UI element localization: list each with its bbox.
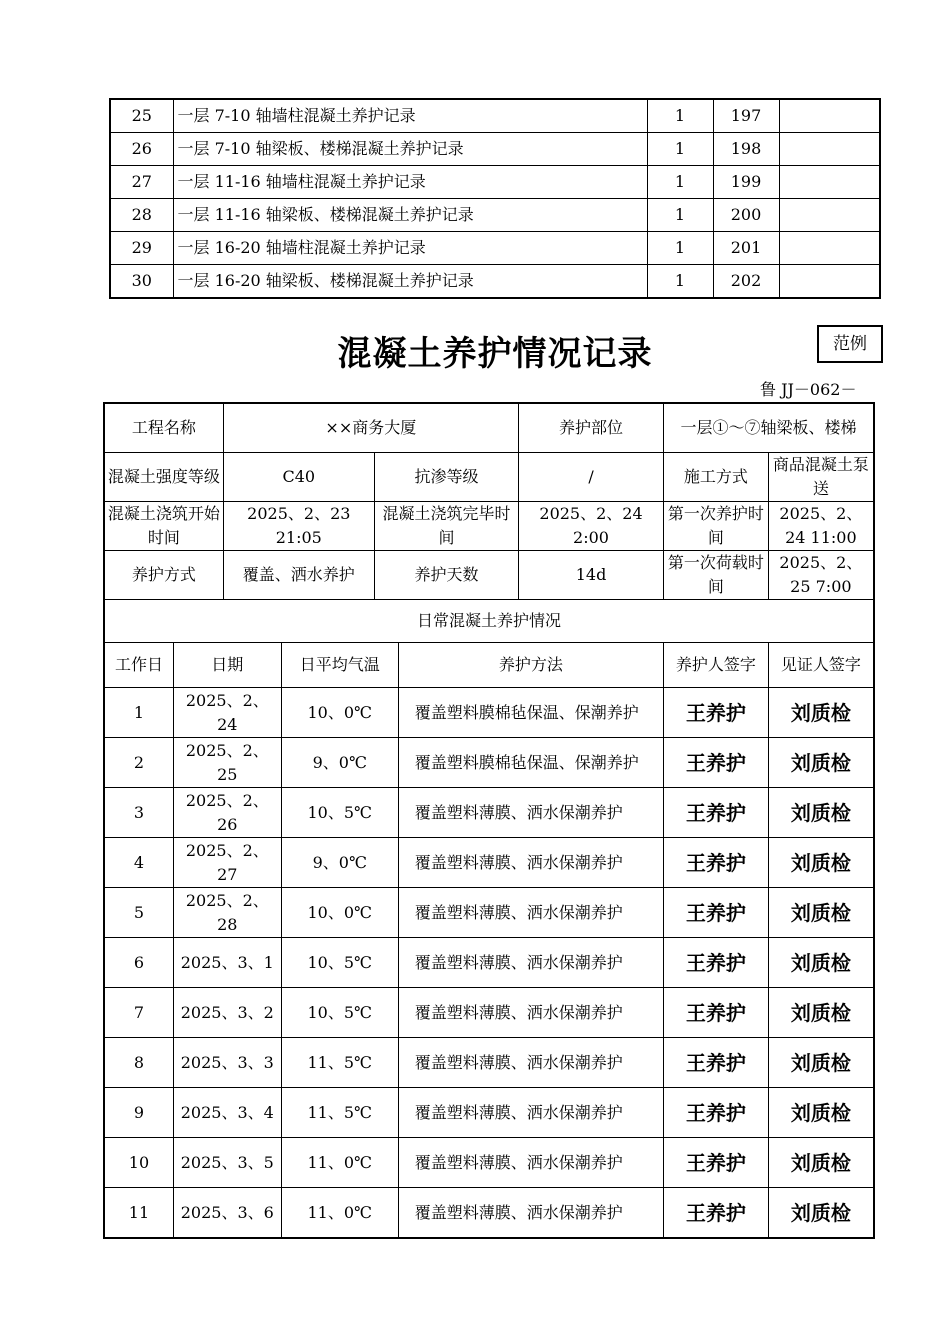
workday-cell: 2 (104, 738, 173, 788)
curer-signature: 王养护 (664, 1088, 769, 1138)
info-row-2 (104, 453, 874, 502)
first-curing-value: 2025、2、24 11:00 (768, 502, 874, 551)
curing-record-form (103, 402, 875, 1239)
method-cell: 覆盖塑料薄膜、洒水保潮养护 (398, 838, 663, 888)
witness-signature: 刘质检 (768, 1188, 874, 1239)
temperature-cell: 9、0℃ (281, 738, 398, 788)
witness-signature: 刘质检 (768, 988, 874, 1038)
temperature-cell: 11、5℃ (281, 1088, 398, 1138)
form-code: 鲁 JJ－062－ (760, 380, 857, 399)
method-cell: 覆盖塑料膜棉毡保温、保潮养护 (398, 688, 663, 738)
index-remark (779, 166, 880, 199)
method-cell: 覆盖塑料薄膜、洒水保潮养护 (398, 888, 663, 938)
project-name-label: 工程名称 (104, 403, 223, 453)
impermeability-value: / (518, 453, 663, 502)
index-name: 一层 16-20 轴墙柱混凝土养护记录 (173, 232, 647, 265)
curer-signature: 王养护 (664, 838, 769, 888)
table-row (104, 1188, 874, 1239)
date-cell: 2025、3、4 (173, 1088, 281, 1138)
temperature-cell: 10、5℃ (281, 788, 398, 838)
date-cell: 2025、2、27 (173, 838, 281, 888)
curer-signature: 王养护 (664, 1138, 769, 1188)
index-page: 199 (713, 166, 779, 199)
method-cell: 覆盖塑料薄膜、洒水保潮养护 (398, 788, 663, 838)
temperature-cell: 10、0℃ (281, 888, 398, 938)
workday-cell: 7 (104, 988, 173, 1038)
witness-signature: 刘质检 (768, 738, 874, 788)
curing-method-value: 覆盖、洒水养护 (223, 551, 374, 600)
curer-signature: 王养护 (664, 738, 769, 788)
workday-cell: 1 (104, 688, 173, 738)
temperature-cell: 9、0℃ (281, 838, 398, 888)
index-qty: 1 (647, 232, 713, 265)
header-curer: 养护人签字 (664, 643, 769, 688)
temperature-cell: 11、5℃ (281, 1038, 398, 1088)
curer-signature: 王养护 (664, 788, 769, 838)
curer-signature: 王养护 (664, 1038, 769, 1088)
curer-signature: 王养护 (664, 1188, 769, 1239)
info-row-4 (104, 551, 874, 600)
index-qty: 1 (647, 133, 713, 166)
index-no: 26 (110, 133, 173, 166)
index-name: 一层 11-16 轴梁板、楼梯混凝土养护记录 (173, 199, 647, 232)
pour-end-label: 混凝土浇筑完毕时间 (374, 502, 518, 551)
index-no: 27 (110, 166, 173, 199)
curing-part-label: 养护部位 (518, 403, 663, 453)
index-name: 一层 11-16 轴墙柱混凝土养护记录 (173, 166, 647, 199)
index-qty: 1 (647, 265, 713, 299)
index-page: 200 (713, 199, 779, 232)
index-page: 198 (713, 133, 779, 166)
temperature-cell: 10、0℃ (281, 688, 398, 738)
table-row (104, 888, 874, 938)
witness-signature: 刘质检 (768, 1088, 874, 1138)
daily-section-title: 日常混凝土养护情况 (104, 600, 874, 643)
sample-stamp: 范例 (817, 325, 883, 363)
workday-cell: 5 (104, 888, 173, 938)
construction-value: 商品混凝土泵送 (768, 453, 874, 502)
temperature-cell: 10、5℃ (281, 988, 398, 1038)
date-cell: 2025、2、24 (173, 688, 281, 738)
info-row-3 (104, 502, 874, 551)
impermeability-label: 抗渗等级 (374, 453, 518, 502)
curer-signature: 王养护 (664, 988, 769, 1038)
index-remark (779, 99, 880, 133)
header-workday: 工作日 (104, 643, 173, 688)
workday-cell: 3 (104, 788, 173, 838)
date-cell: 2025、2、28 (173, 888, 281, 938)
witness-signature: 刘质检 (768, 888, 874, 938)
table-row (104, 1088, 874, 1138)
index-name: 一层 7-10 轴墙柱混凝土养护记录 (173, 99, 647, 133)
table-row (104, 1138, 874, 1188)
index-page: 201 (713, 232, 779, 265)
table-row (110, 99, 880, 133)
index-no: 28 (110, 199, 173, 232)
table-row (110, 232, 880, 265)
index-no: 30 (110, 265, 173, 299)
index-remark (779, 133, 880, 166)
first-load-value: 2025、2、25 7:00 (768, 551, 874, 600)
temperature-cell: 11、0℃ (281, 1138, 398, 1188)
strength-label: 混凝土强度等级 (104, 453, 223, 502)
curing-days-label: 养护天数 (374, 551, 518, 600)
witness-signature: 刘质检 (768, 1038, 874, 1088)
document-title: 混凝土养护情况记录 (337, 334, 653, 374)
workday-cell: 4 (104, 838, 173, 888)
witness-signature: 刘质检 (768, 838, 874, 888)
curing-part-value: 一层①～⑦轴梁板、楼梯 (664, 403, 874, 453)
workday-cell: 8 (104, 1038, 173, 1088)
temperature-cell: 11、0℃ (281, 1188, 398, 1239)
table-row (104, 738, 874, 788)
curer-signature: 王养护 (664, 688, 769, 738)
index-name: 一层 7-10 轴梁板、楼梯混凝土养护记录 (173, 133, 647, 166)
method-cell: 覆盖塑料薄膜、洒水保潮养护 (398, 1138, 663, 1188)
date-cell: 2025、3、2 (173, 988, 281, 1038)
project-name-value: ××商务大厦 (223, 403, 518, 453)
curing-method-label: 养护方式 (104, 551, 223, 600)
method-cell: 覆盖塑料薄膜、洒水保潮养护 (398, 938, 663, 988)
workday-cell: 9 (104, 1088, 173, 1138)
date-cell: 2025、3、6 (173, 1188, 281, 1239)
table-row (104, 1038, 874, 1088)
table-row (110, 265, 880, 299)
daily-header-row (104, 643, 874, 688)
index-qty: 1 (647, 199, 713, 232)
index-qty: 1 (647, 166, 713, 199)
table-row (110, 199, 880, 232)
index-name: 一层 16-20 轴梁板、楼梯混凝土养护记录 (173, 265, 647, 299)
curer-signature: 王养护 (664, 938, 769, 988)
header-date: 日期 (173, 643, 281, 688)
construction-label: 施工方式 (664, 453, 769, 502)
table-row (104, 688, 874, 738)
pour-start-value: 2025、2、23 21:05 (223, 502, 374, 551)
curer-signature: 王养护 (664, 888, 769, 938)
info-row-1 (104, 403, 874, 453)
workday-cell: 11 (104, 1188, 173, 1239)
index-page: 197 (713, 99, 779, 133)
date-cell: 2025、2、25 (173, 738, 281, 788)
method-cell: 覆盖塑料薄膜、洒水保潮养护 (398, 1088, 663, 1138)
strength-value: C40 (223, 453, 374, 502)
date-cell: 2025、3、3 (173, 1038, 281, 1088)
workday-cell: 10 (104, 1138, 173, 1188)
index-no: 25 (110, 99, 173, 133)
index-qty: 1 (647, 99, 713, 133)
daily-section-row (104, 600, 874, 643)
table-row (104, 988, 874, 1038)
table-row (104, 788, 874, 838)
temperature-cell: 10、5℃ (281, 938, 398, 988)
index-remark (779, 232, 880, 265)
witness-signature: 刘质检 (768, 788, 874, 838)
table-row (104, 838, 874, 888)
table-row (110, 133, 880, 166)
date-cell: 2025、3、5 (173, 1138, 281, 1188)
method-cell: 覆盖塑料薄膜、洒水保潮养护 (398, 988, 663, 1038)
witness-signature: 刘质检 (768, 688, 874, 738)
curing-days-value: 14d (518, 551, 663, 600)
index-table (109, 98, 881, 299)
witness-signature: 刘质检 (768, 1138, 874, 1188)
first-load-label: 第一次荷载时间 (664, 551, 769, 600)
pour-start-label: 混凝土浇筑开始时间 (104, 502, 223, 551)
index-remark (779, 199, 880, 232)
index-no: 29 (110, 232, 173, 265)
index-remark (779, 265, 880, 299)
pour-end-value: 2025、2、24 2:00 (518, 502, 663, 551)
date-cell: 2025、3、1 (173, 938, 281, 988)
header-method: 养护方法 (398, 643, 663, 688)
method-cell: 覆盖塑料膜棉毡保温、保潮养护 (398, 738, 663, 788)
date-cell: 2025、2、26 (173, 788, 281, 838)
method-cell: 覆盖塑料薄膜、洒水保潮养护 (398, 1038, 663, 1088)
table-row (104, 938, 874, 988)
workday-cell: 6 (104, 938, 173, 988)
index-page: 202 (713, 265, 779, 299)
header-witness: 见证人签字 (768, 643, 874, 688)
table-row (110, 166, 880, 199)
method-cell: 覆盖塑料薄膜、洒水保潮养护 (398, 1188, 663, 1239)
header-temp: 日平均气温 (281, 643, 398, 688)
witness-signature: 刘质检 (768, 938, 874, 988)
first-curing-label: 第一次养护时间 (664, 502, 769, 551)
